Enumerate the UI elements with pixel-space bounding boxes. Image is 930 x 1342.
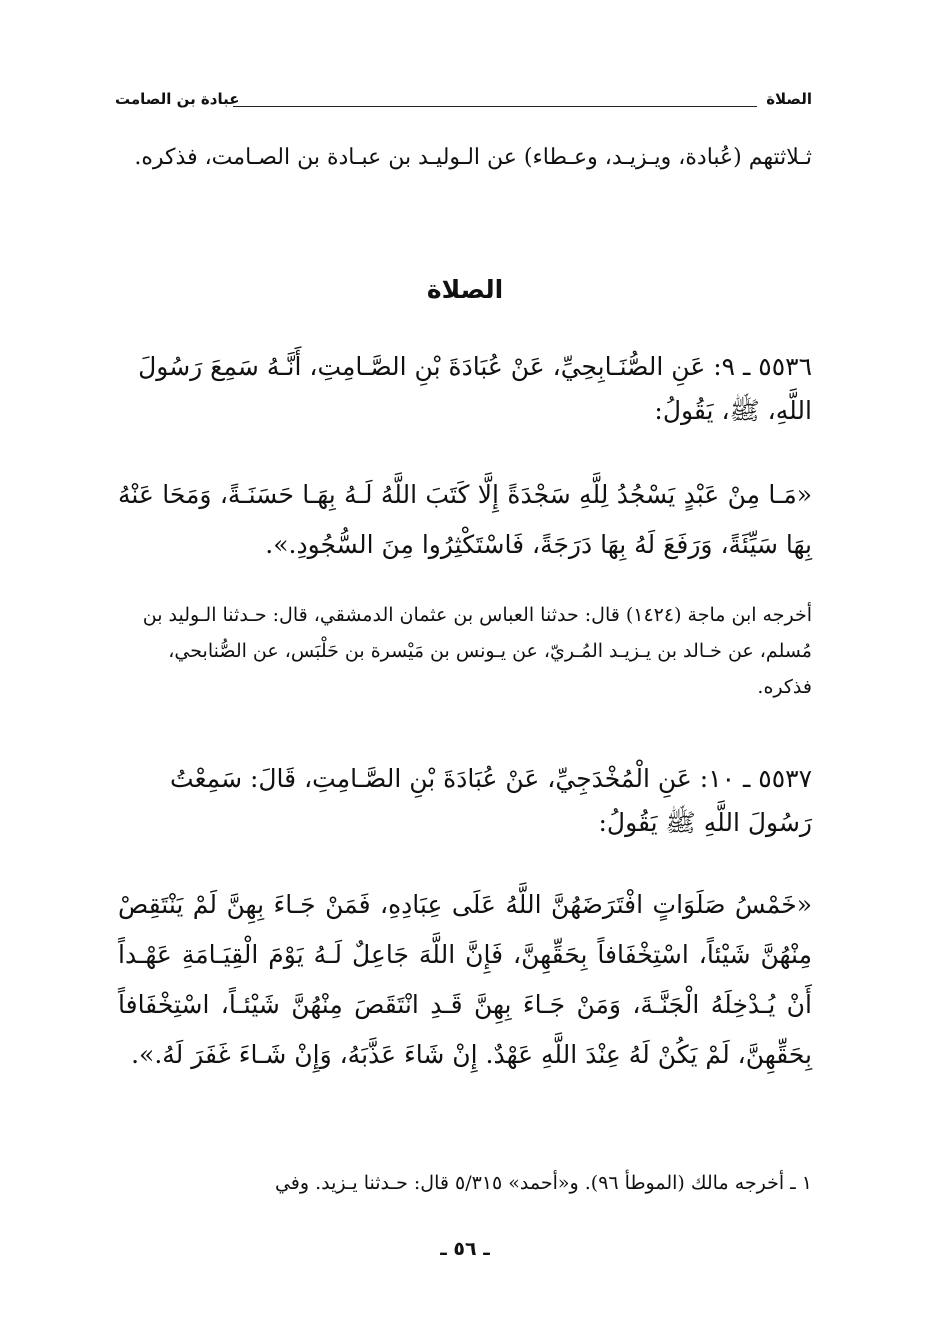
footnote: ١ ـ أخرجه مالك (الموطأ ٩٦). و«أحمد» ٥/٣١٥ قال: حـدثنا يـزيد. وفي — [274, 1172, 812, 1194]
page-number: ـ ٥٦ ـ — [440, 1238, 490, 1260]
section-title: الصلاة — [426, 275, 504, 304]
intro-paragraph: ثـلاثتهم (عُبادة، ويـزيـد، وعـطاء) عن الـوليـد بن عبـادة بن الصـامت، فذكره. — [134, 145, 812, 170]
running-header — [115, 88, 812, 118]
hadith-1-text: «مَـا مِنْ عَبْدٍ يَسْجُدُ لِلَّهِ سَجْدَةً إِلَّا كَتَبَ اللَّهُ لَـهُ بِهَـا حَسَنَـةً، وَمَحَا عَنْهُ بِهَا سَيِّئَةً، وَرَفَعَ لَهُ بِهَا دَرَجَةً، فَاسْتَكْثِرُوا مِنَ السُّجُودِ.». — [118, 480, 812, 559]
header-rule — [233, 106, 757, 107]
hadith-1-heading: ٥٥٣٦ ـ ٩: عَنِ الصُّنَـابِحِيِّ، عَنْ عُبَادَةَ بْنِ الصَّـامِتِ، أَنَّـهُ سَمِعَ رَسُولَ اللَّهِ، ﷺ، يَقُولُ: — [138, 352, 812, 425]
hadith-2-text: «خَمْسُ صَلَوَاتٍ افْتَرَضَهُنَّ اللَّهُ عَلَى عِبَادِهِ، فَمَنْ جَـاءَ بِهِنَّ لَمْ يَنْتَقِصْ مِنْهُنَّ شَيْئاً، اسْتِخْفَافاً بِحَقِّهِنَّ، فَإِنَّ اللَّهَ جَاعِلٌ لَـهُ يَوْمَ الْقِيَـامَةِ عَهْـداً أَنْ يُـدْخِلَهُ الْجَنَّـةَ، وَمَنْ جَـاءَ بِهِنَّ قَـدِ انْتَقَصَ مِنْهُنَّ شَيْئـاً، اسْتِخْفَافاً بِحَقِّهِنَّ، لَمْ يَكُنْ لَهُ عِنْدَ اللَّهِ عَهْدٌ. إِنْ شَاءَ عَذَّبَهُ، وَإِنْ شَـاءَ غَفَرَ لَهُ.». — [118, 890, 812, 1069]
header-section-title: عبادة بن الصامت — [115, 90, 240, 108]
header-chapter-title: الصلاة — [766, 90, 812, 108]
hadith-1-takhrij: أخرجه ابن ماجة (١٤٢٤) قال: حدثنا العباس بن عثمان الدمشقي، قال: حـدثنا الـوليد بن مُسلم، عن خـالد بن يـزيـد المُـريّ، عن يـونس بن مَيْسرة بن حَلْبَس، عن الصُّنابحي، فذكره. — [142, 604, 812, 698]
hadith-2-heading: ٥٥٣٧ ـ ١٠: عَنِ الْمُخْدَجِيِّ، عَنْ عُبَادَةَ بْنِ الصَّـامِتِ، قَالَ: سَمِعْتُ رَسُولَ اللَّهِ ﷺ يَقُولُ: — [170, 764, 812, 837]
